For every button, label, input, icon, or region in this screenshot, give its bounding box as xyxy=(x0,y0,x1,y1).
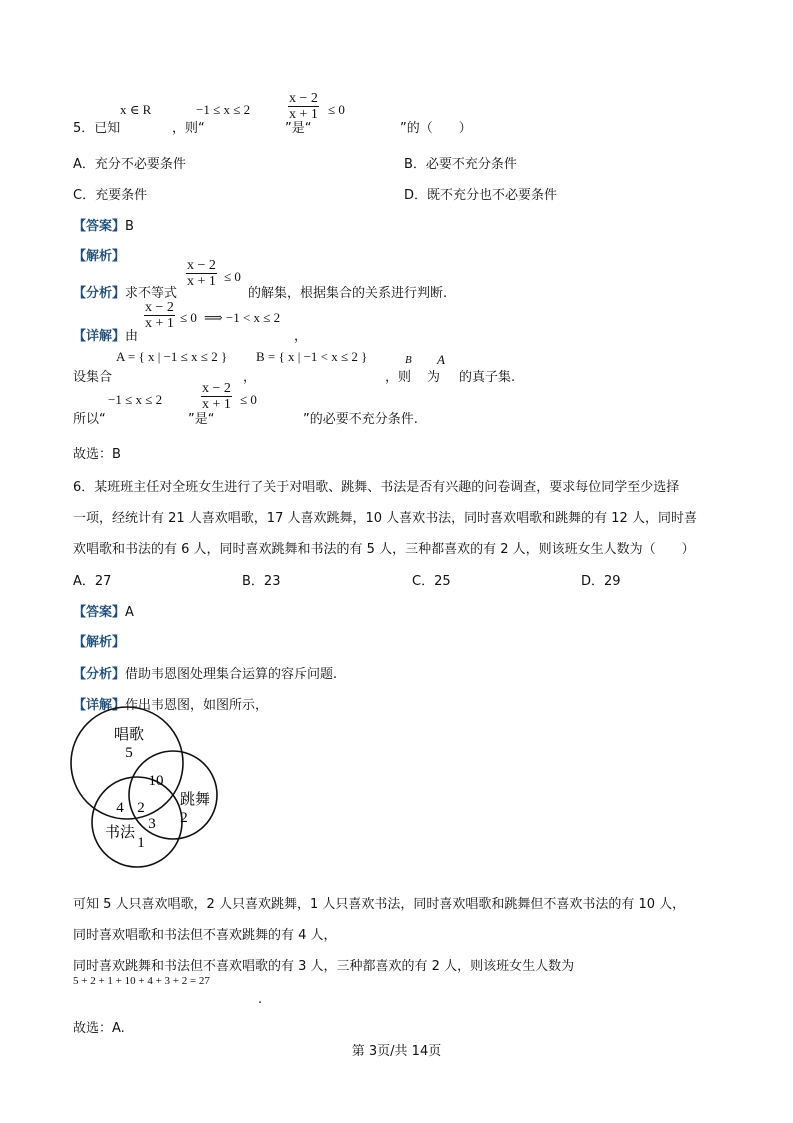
venn-value-all-three: 2 xyxy=(137,800,145,816)
answer-value: B xyxy=(125,219,134,234)
xiangjie-text: 由 xyxy=(125,329,139,344)
q5-set-intro: 设集合 xyxy=(73,370,113,385)
venn-label-dance: 跳舞 xyxy=(179,792,211,808)
fraction-denominator: x + 1 xyxy=(187,274,216,289)
q6-stem-line1: 6．某班班主任对全班女生进行了关于对唱歌、跳舞、书法是否有兴趣的问卷调查，要求每位同学至少选择 xyxy=(73,480,680,495)
math-implication: ⟹ −1 < x ≤ 2 xyxy=(204,310,281,325)
math-interval: −1 ≤ x ≤ 2 xyxy=(108,392,163,407)
q5-set-tail: 的真子集. xyxy=(459,370,516,385)
q5-suoyi-a: 所以“ xyxy=(73,412,106,427)
q5-set-comma: ， xyxy=(243,370,257,385)
venn-value-sing-only: 5 xyxy=(125,745,133,761)
fraction-numerator: x − 2 xyxy=(202,381,231,396)
q5-option-d: D．既不充分也不必要条件 xyxy=(404,188,558,203)
math-relation: ≤ 0 xyxy=(224,269,241,284)
q5-option-b: B．必要不充分条件 xyxy=(404,157,517,172)
venn-value-calli-only: 1 xyxy=(137,835,145,851)
circle-sing xyxy=(71,707,183,819)
math-letter-b: B xyxy=(405,354,412,366)
q6-option-d: D．29 xyxy=(581,574,621,589)
venn-diagram xyxy=(68,700,228,872)
fraction-numerator: x − 2 xyxy=(187,258,216,273)
answer-value: A xyxy=(125,605,134,620)
q6-option-c: C．25 xyxy=(412,574,451,589)
q5-stem-part-b: ，则“ xyxy=(172,121,205,136)
q5-suoyi-c: ”的必要不充分条件. xyxy=(303,412,418,427)
q6-explain-line2: 同时喜欢唱歌和书法但不喜欢跳舞的有 4 人， xyxy=(73,928,337,943)
q6-answer xyxy=(73,605,134,621)
venn-value-sing-dance: 10 xyxy=(148,773,164,789)
math-relation: ≤ 0 xyxy=(240,392,257,407)
q5-option-a: A．充分不必要条件 xyxy=(73,157,186,172)
fenxi-text-a: 求不等式 xyxy=(125,286,178,301)
xiangjie-label: 【详解】 xyxy=(73,329,126,344)
math-fraction xyxy=(288,91,319,122)
q6-option-a: A．27 xyxy=(73,574,112,589)
math-relation: ≤ 0 xyxy=(328,102,345,117)
xiangjie-label: 【详解】 xyxy=(73,698,126,713)
q6-stem-line2: 一项，经统计有 21 人喜欢唱歌，17 人喜欢跳舞，10 人喜欢书法，同时喜欢唱歌和跳舞的有 12 人，同时喜 xyxy=(73,511,697,526)
q5-set-then: ，则 xyxy=(385,370,412,385)
venn-value-dance-calli: 3 xyxy=(148,816,156,832)
math-interval: −1 ≤ x ≤ 2 xyxy=(196,102,251,117)
math-x-in-r: x ∈ R xyxy=(120,102,152,117)
math-set-a: A = { x | −1 ≤ x ≤ 2 } xyxy=(116,349,228,364)
venn-value-dance-only: 2 xyxy=(180,810,188,826)
q6-explain-line3: 同时喜欢跳舞和书法但不喜欢唱歌的有 3 人，三种都喜欢的有 2 人，则该班女生人数为 xyxy=(73,959,575,974)
math-fraction xyxy=(201,381,232,412)
answer-label: 【答案】 xyxy=(73,219,126,234)
q6-analysis-label: 【解析】 xyxy=(73,635,126,650)
fraction-denominator: x + 1 xyxy=(202,397,231,412)
venn-value-sing-calli: 4 xyxy=(116,800,124,816)
q5-fenxi-tail: 的解集，根据集合的关系进行判断. xyxy=(248,286,448,301)
q5-stem-part-c: ”是“ xyxy=(285,121,312,136)
fenxi-text: 借助韦恩图处理集合运算的容斥问题. xyxy=(125,667,338,682)
page-footer: 第 3页/共 14页 xyxy=(351,1044,442,1059)
xiangjie-text: 作出韦恩图，如图所示， xyxy=(125,698,269,713)
fraction-numerator: x − 2 xyxy=(289,91,318,106)
math-relation: ≤ 0 xyxy=(180,310,197,325)
fraction-denominator: x + 1 xyxy=(289,107,318,122)
fraction-denominator: x + 1 xyxy=(145,316,174,331)
q5-xiangjie xyxy=(73,329,138,345)
q5-stem-part-d: ”的（ ） xyxy=(400,121,472,136)
fraction-numerator: x − 2 xyxy=(145,300,174,315)
q5-xiangjie-comma: ， xyxy=(294,329,308,344)
venn-label-calli: 书法 xyxy=(104,825,136,841)
math-letter-a: A xyxy=(437,352,445,367)
q6-option-b: B．23 xyxy=(242,574,281,589)
circle-calli xyxy=(92,777,182,867)
q5-stem-part-a: 5．已知 xyxy=(73,121,121,136)
q5-suoyi-b: ”是“ xyxy=(188,412,215,427)
q5-answer xyxy=(73,219,134,235)
q5-option-c: C．充要条件 xyxy=(73,188,148,203)
answer-label: 【答案】 xyxy=(73,605,126,620)
math-set-b: B = { x | −1 < x ≤ 2 } xyxy=(256,349,368,364)
q5-set-wei: 为 xyxy=(427,370,441,385)
fenxi-label: 【分析】 xyxy=(73,286,126,301)
venn-label-sing: 唱歌 xyxy=(113,727,145,743)
q6-guxuan: 故选：A. xyxy=(73,1021,125,1036)
math-sum: 5 + 2 + 1 + 10 + 4 + 3 + 2 = 27 xyxy=(73,975,210,987)
q6-stem-line3: 欢唱歌和书法的有 6 人，同时喜欢跳舞和书法的有 5 人，三种都喜欢的有 2 人，则该班女生人数为（ ） xyxy=(73,542,695,557)
math-fraction xyxy=(144,300,175,331)
q6-sum-period: . xyxy=(258,992,263,1007)
math-fraction xyxy=(186,258,217,289)
fenxi-label: 【分析】 xyxy=(73,667,126,682)
q6-explain-line1: 可知 5 人只喜欢唱歌，2 人只喜欢跳舞，1 人只喜欢书法，同时喜欢唱歌和跳舞但不喜欢书法的有 10 人， xyxy=(73,897,686,912)
q6-fenxi xyxy=(73,667,337,683)
q5-analysis-label: 【解析】 xyxy=(73,249,126,264)
q5-guxuan: 故选：B xyxy=(73,447,121,462)
